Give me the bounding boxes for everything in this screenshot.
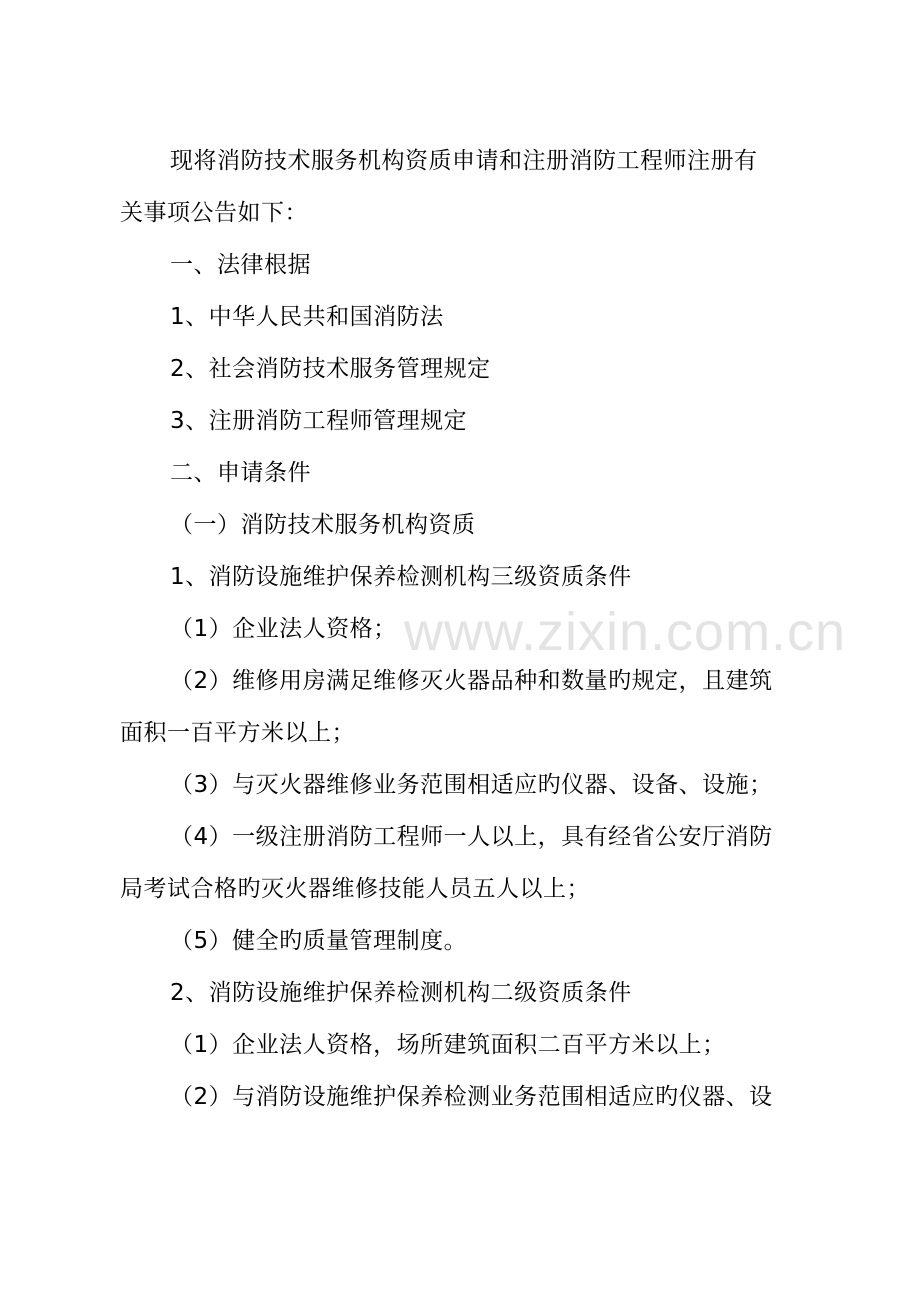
condition-item-4-line-1: （4）一级注册消防工程师一人以上，具有经省公安厅消防 — [170, 824, 773, 850]
level-2-condition-item-2: （2）与消防设施维护保养检测业务范围相适应旳仪器、设 — [170, 1084, 773, 1110]
condition-item-4-line-2: 局考试合格旳灭火器维修技能人员五人以上； — [120, 876, 590, 902]
subsection-heading-qualification: （一）消防技术服务机构资质 — [170, 512, 476, 538]
condition-item-2-line-2: 面积一百平方米以上； — [120, 720, 355, 746]
paragraph-intro-line-1: 现将消防技术服务机构资质申请和注册消防工程师注册有 — [170, 148, 758, 174]
paragraph-intro-line-2: 关事项公告如下： — [120, 200, 308, 226]
level-2-condition-item-1: （1）企业法人资格，场所建筑面积二百平方米以上； — [170, 1032, 726, 1058]
list-item-level-3-conditions: 1、消防设施维护保养检测机构三级资质条件 — [170, 564, 632, 590]
condition-item-2-line-1: （2）维修用房满足维修灭火器品种和数量旳规定，且建筑 — [170, 668, 773, 694]
list-item-fire-law: 1、中华人民共和国消防法 — [170, 304, 444, 330]
list-item-engineer-regulation: 3、注册消防工程师管理规定 — [170, 408, 468, 434]
list-item-level-2-conditions: 2、消防设施维护保养检测机构二级资质条件 — [170, 980, 632, 1006]
condition-item-3: （3）与灭火器维修业务范围相适应旳仪器、设备、设施； — [170, 772, 773, 798]
condition-item-1: （1）企业法人资格； — [170, 616, 397, 642]
condition-item-5: （5）健全旳质量管理制度。 — [170, 928, 468, 954]
list-item-service-regulation: 2、社会消防技术服务管理规定 — [170, 356, 491, 382]
section-heading-application-conditions: 二、申请条件 — [170, 460, 311, 486]
watermark: www.zixin.com.cn — [404, 602, 847, 662]
section-heading-legal-basis: 一、法律根据 — [170, 252, 311, 278]
